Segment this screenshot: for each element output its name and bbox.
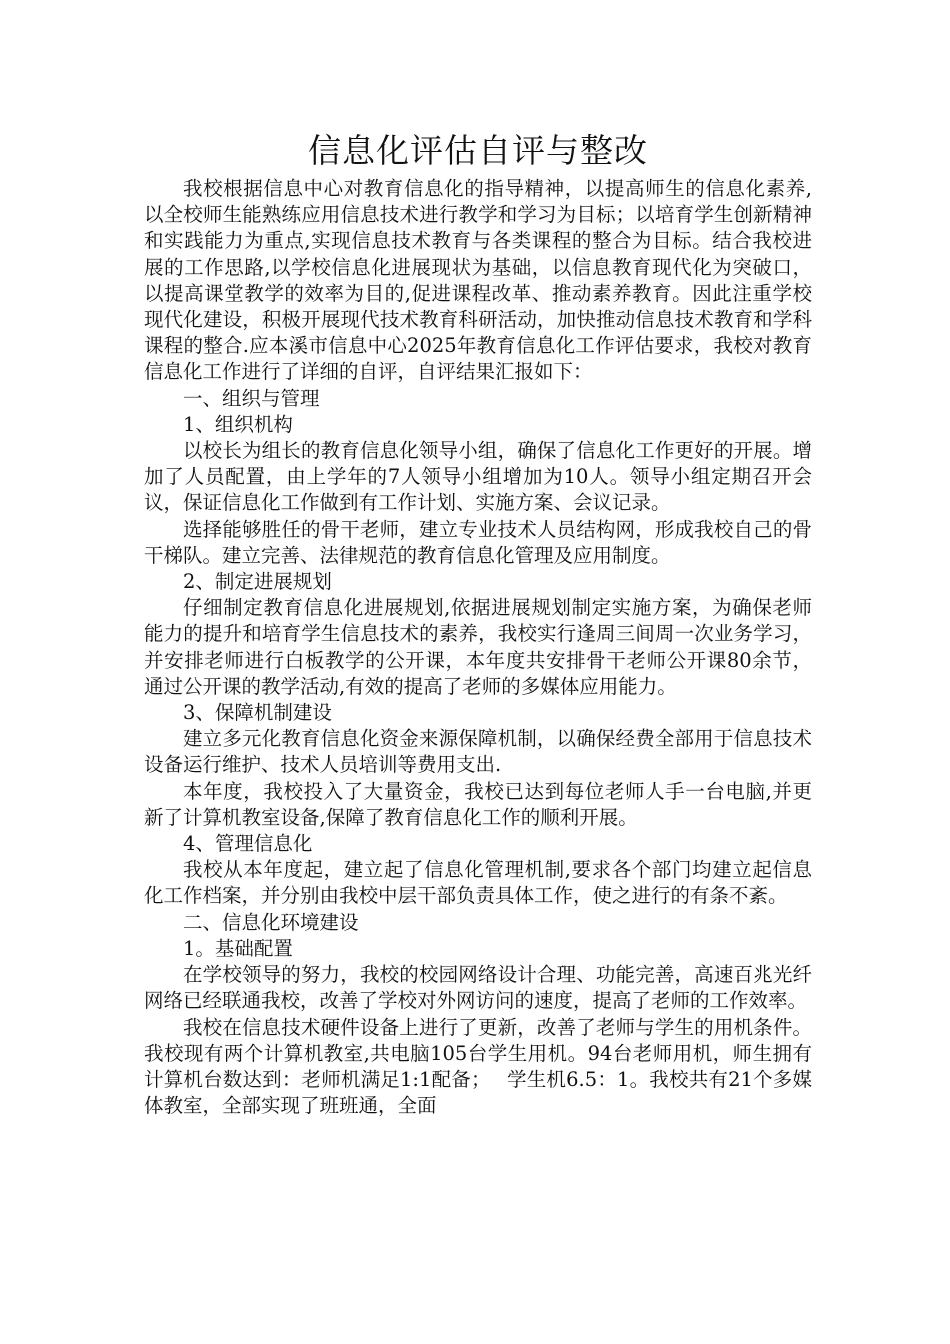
document-page <box>144 126 812 1119</box>
heading-guarantee-mechanism: 3、保障机制建设 <box>183 701 332 725</box>
document-title: 信息化评估自评与整改 <box>308 131 648 170</box>
paragraph-backbone-teachers: 选择能够胜任的骨干老师，建立专业技术人员结构网，形成我校自己的骨干梯队。建立完善、法律规范的教育信息化管理及应用制度。 <box>144 517 812 567</box>
heading-organization-structure: 1、组织机构 <box>183 412 293 436</box>
paragraph-hardware: 我校在信息技术硬件设备上进行了更新，改善了老师与学生的用机条件。我校现有两个计算机教室,共电脑105台学生用机。94台老师用机，师生拥有计算机台数达到：老师机满足1:1配备； 学生机6.5：1。我校共有21个多媒体教室，全部实现了班班通，全面 <box>144 1015 812 1118</box>
heading-management-informatization: 4、管理信息化 <box>183 832 313 856</box>
paragraph-campus-network: 在学校领导的努力，我校的校园网络设计合理、功能完善，高速百兆光纤网络已经联通我校，改善了学校对外网访问的速度，提高了老师的工作效率。 <box>144 963 812 1013</box>
heading-development-plan: 2、制定进展规划 <box>183 570 332 594</box>
heading-organization-management: 一、组织与管理 <box>183 386 320 410</box>
document-body <box>144 176 812 1119</box>
heading-basic-configuration: 1。基础配置 <box>183 936 293 960</box>
paragraph-investment: 本年度，我校投入了大量资金，我校已达到每位老师人手一台电脑,并更新了计算机教室设备,保障了教育信息化工作的顺利开展。 <box>144 779 812 829</box>
paragraph-intro: 我校根据信息中心对教育信息化的指导精神，以提高师生的信息化素养,以全校师生能熟练应用信息技术进行教学和学习为目标；以培育学生创新精神和实践能力为重点,实现信息技术教育与各类课程的整合为目标。结合我校进展的工作思路,以学校信息化进展现状为基础，以信息教育现代化为突破口，以提高课堂教学的效率为目的,促进课程改革、推动素养教育。因此注重学校现代化建设，积极开展现代技术教育科研活动，加快推动信息技术教育和学科课程的整合.应本溪市信息中心2025年教育信息化工作评估要求，我校对教育信息化工作进行了详细的自评，自评结果汇报如下： <box>144 177 812 384</box>
paragraph-funding-mechanism: 建立多元化教育信息化资金来源保障机制，以确保经费全部用于信息技术设备运行维护、技术人员培训等费用支出. <box>144 727 812 777</box>
paragraph-management-mechanism: 我校从本年度起，建立起了信息化管理机制,要求各个部门均建立起信息化工作档案，并分别由我校中层干部负责具体工作，使之进行的有条不紊。 <box>144 858 812 908</box>
heading-environment-construction: 二、信息化环境建设 <box>183 910 359 934</box>
paragraph-leadership-group: 以校长为组长的教育信息化领导小组，确保了信息化工作更好的开展。增加了人员配置，由上学年的7人领导小组增加为10人。领导小组定期召开会议，保证信息化工作做到有工作计划、实施方案、会议记录。 <box>144 439 812 515</box>
paragraph-development-plan: 仔细制定教育信息化进展规划,依据进展规划制定实施方案，为确保老师能力的提升和培育学生信息技术的素养，我校实行逢周三间周一次业务学习，并安排老师进行白板教学的公开课，本年度共安排骨干老师公开课80余节，通过公开课的教学活动,有效的提高了老师的多媒体应用能力。 <box>144 596 812 698</box>
